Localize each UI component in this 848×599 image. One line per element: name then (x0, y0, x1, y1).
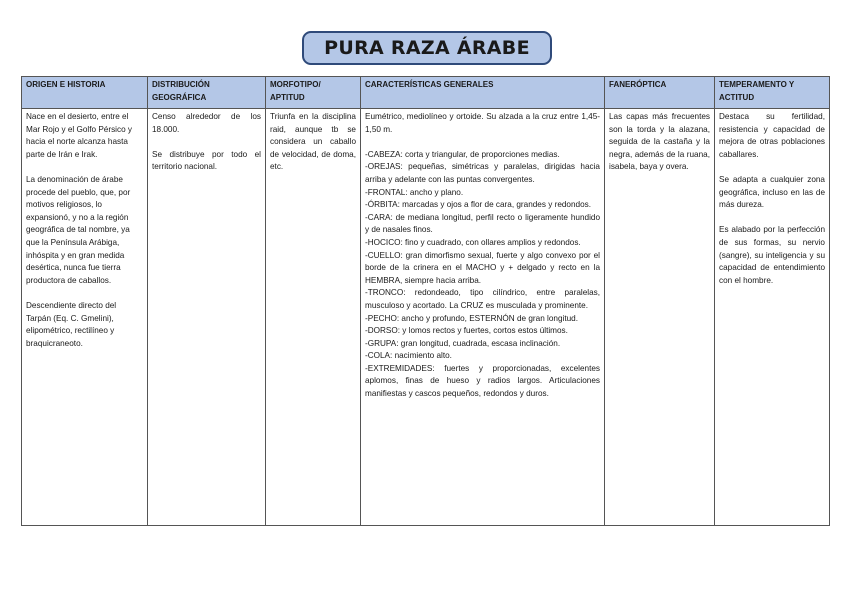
distribucion-paragraph: Censo alrededor de los 18.000. (152, 112, 261, 134)
cell-faneroptica (605, 109, 715, 526)
header-temperamento: TEMPERAMENTO Y ACTITUD (715, 77, 830, 109)
cell-distribucion (148, 109, 266, 526)
caracteristica-line: -COLA: nacimiento alto. (365, 351, 452, 361)
header-caracteristicas: CARACTERÍSTICAS GENERALES (361, 77, 605, 109)
cell-morfotipo (266, 109, 361, 526)
header-faneroptica: FANERÓPTICA (605, 77, 715, 109)
header-origen: ORIGEN E HISTORIA (22, 77, 148, 109)
origen-paragraph: Descendiente directo del Tarpán (Eq. C. Gmelini), elipométrico, rectilíneo y braquicraneoto. (26, 300, 117, 348)
origen-paragraph: La denominación de árabe procede del pueblo, que, por motivos religiosos, lo expansionó, y no a la región geográfica de tal nombre, ya que la Península Arábiga, inhóspita y en gran medida desértica, nunca fue tierra productora de caballos. (26, 174, 131, 285)
caracteristica-line: -OREJAS: pequeñas, simétricas y paralelas, dirigidas hacia arriba y adelante con las puntas convergentes. (365, 162, 600, 184)
header-distribucion: DISTRIBUCIÓN GEOGRÁFICA (148, 77, 266, 109)
caracteristica-line: Eumétrico, mediolíneo y ortoide. Su alzada a la cruz entre 1,45-1,50 m. (365, 112, 600, 134)
caracteristica-line: -ÓRBITA: marcadas y ojos a flor de cara, grandes y redondos. (365, 200, 592, 210)
origen-paragraph: Nace en el desierto, entre el Mar Rojo y el Golfo Pérsico y hacia el norte alcanza hasta parte de Irán e Irak. (26, 112, 133, 159)
cell-origen (22, 109, 148, 526)
title-banner (302, 31, 552, 65)
cell-caracteristicas (361, 109, 605, 526)
caracteristica-line: -PECHO: ancho y profundo, ESTERNÓN de gran longitud. (365, 313, 578, 323)
table-row (22, 109, 830, 526)
morfotipo-paragraph: Triunfa en la disciplina raid, aunque tb se considera un caballo de velocidad, de doma, etc. (270, 112, 356, 172)
header-morfotipo: MORFOTIPO/ APTITUD (266, 77, 361, 109)
caracteristica-line: -DORSO: y lomos rectos y fuertes, cortos estos últimos. (365, 326, 568, 336)
caracteristica-line: -TRONCO: redondeado, tipo cilíndrico, entre paralelas, musculoso y acortado. La CRUZ es musculada y prominente. (365, 288, 600, 310)
caracteristica-line: -CARA: de mediana longitud, perfil recto o ligeramente hundido y de nasales finos. (365, 212, 600, 235)
temperamento-paragraph: Se adapta a cualquier zona geográfica, incluso en las de más dureza. (719, 174, 825, 210)
temperamento-paragraph: Destaca su fertilidad, resistencia y capacidad de mejora de otras poblaciones caballares. (719, 112, 825, 159)
breed-table (21, 76, 830, 526)
caracteristica-line: -FRONTAL: ancho y plano. (365, 187, 464, 197)
table-header-row (22, 77, 830, 109)
page-title: PURA RAZA ÁRABE (324, 37, 530, 59)
caracteristica-line: -GRUPA: gran longitud, cuadrada, escasa inclinación. (365, 338, 561, 348)
distribucion-paragraph: Se distribuye por todo el territorio nacional. (152, 149, 261, 172)
caracteristica-line: -HOCICO: fino y cuadrado, con ollares amplios y redondos. (365, 237, 581, 247)
faneroptica-paragraph: Las capas más frecuentes son la torda y la alazana, seguida de la castaña y la negra, además de la ruana, isabela, baya y overa. (609, 112, 710, 172)
caracteristica-line: -EXTREMIDADES: fuertes y proporcionadas, excelentes aplomos, finas de hueso y radios largos. Articulaciones manifiestas y cascos pequeños, redondos y duros. (365, 363, 600, 399)
caracteristica-line: -CABEZA: corta y triangular, de proporciones medias. (365, 149, 560, 159)
caracteristica-line: -CUELLO: gran dimorfismo sexual, fuerte y algo convexo por el borde de la crinera en el MACHO y + delgado y recto en la HEMBRA, siempre hacia arriba. (365, 250, 600, 285)
temperamento-paragraph: Es alabado por la perfección de sus formas, su nervio (sangre), su inteligencia y su capacidad de entendimiento con el hombre. (719, 225, 825, 285)
cell-temperamento (715, 109, 830, 526)
